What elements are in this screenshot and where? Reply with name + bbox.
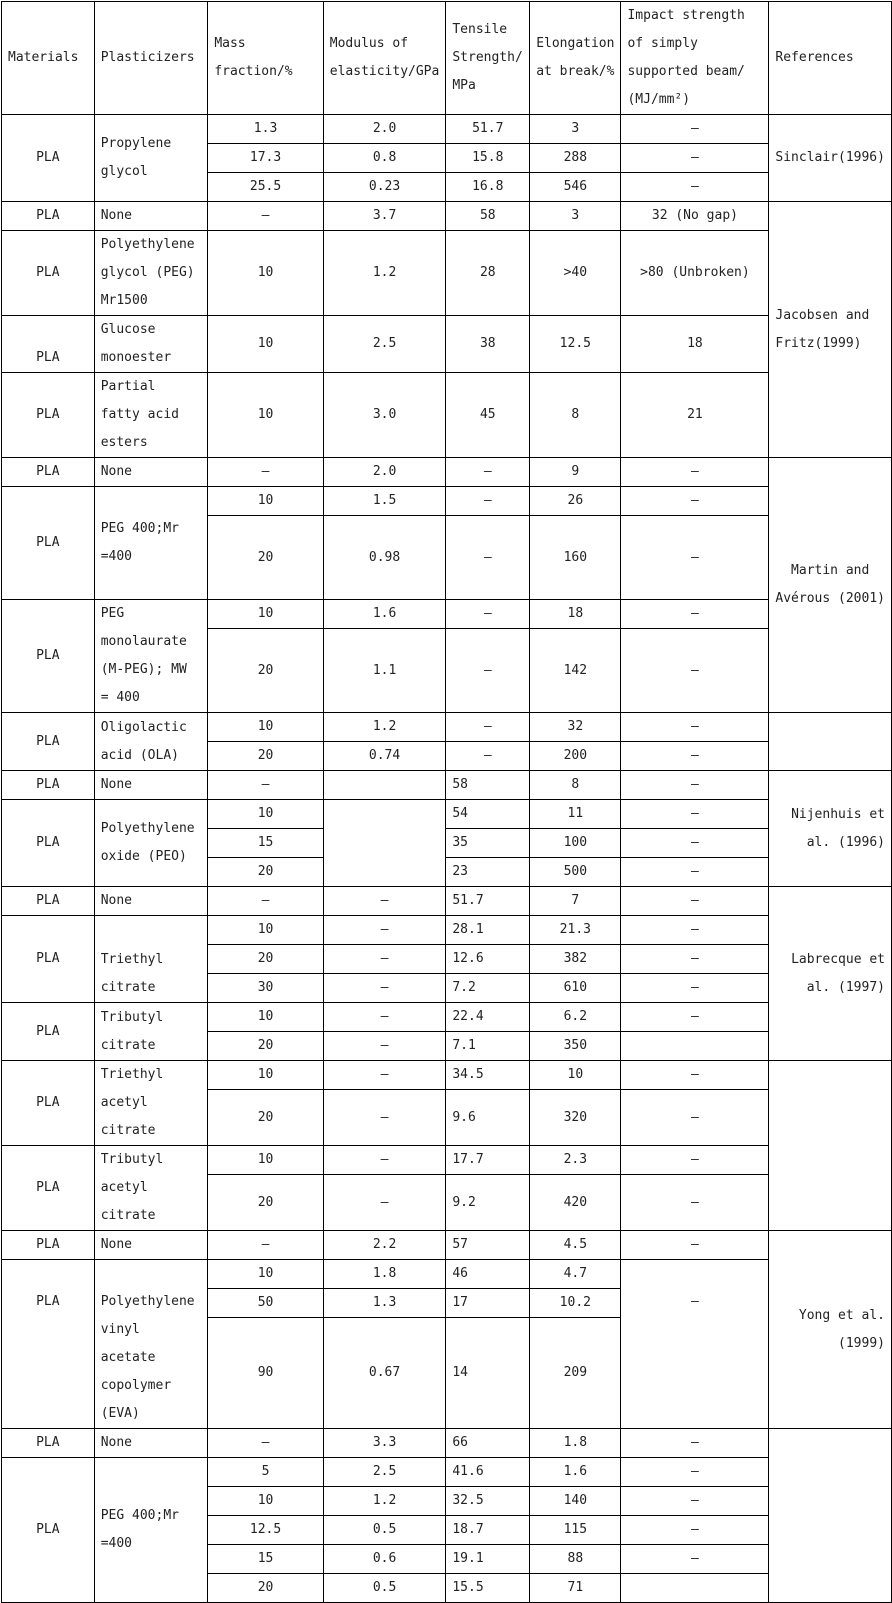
modulus-cell: 0.8 [323,144,446,173]
tensile-cell: 9.2 [446,1175,530,1231]
elongation-cell: 32 [530,713,621,742]
tensile-cell: 12.6 [446,945,530,974]
elongation-cell: 12.5 [530,316,621,373]
table-row [2,800,892,829]
reference-cell: Martin and Avérous (2001) [769,458,892,713]
reference-cell: Sinclair(1996) [769,115,892,202]
modulus-cell: 1.1 [323,629,446,713]
table-row [2,1458,892,1487]
table-row [2,458,892,487]
plasticizer-properties-table [1,1,892,1603]
impact-cell: — [621,771,769,800]
tensile-cell: 19.1 [446,1545,530,1574]
table-row [2,887,892,916]
elongation-cell: 4.5 [530,1231,621,1260]
material-cell: PLA [2,1231,95,1260]
mass-cell: 10 [208,600,323,629]
plasticizer-cell: None [94,202,208,231]
elongation-cell: 9 [530,458,621,487]
modulus-cell: 1.3 [323,1289,446,1318]
impact-cell: — [621,516,769,600]
mass-cell: 10 [208,316,323,373]
mass-cell: 17.3 [208,144,323,173]
elongation-cell: 500 [530,858,621,887]
material-cell: PLA [2,916,95,1003]
impact-cell: — [621,1458,769,1487]
mass-cell: 15 [208,829,323,858]
mass-cell: 10 [208,1061,323,1090]
material-cell: PLA [2,458,95,487]
plasticizer-cell: Polyethylene vinyl acetate copolymer (EVA) [94,1260,208,1429]
impact-cell: — [621,1516,769,1545]
mass-cell: 20 [208,1090,323,1146]
plasticizer-cell: None [94,458,208,487]
impact-cell: — [621,974,769,1003]
modulus-cell: 3.3 [323,1429,446,1458]
elongation-cell: 3 [530,202,621,231]
mass-cell: 20 [208,1175,323,1231]
elongation-cell: 288 [530,144,621,173]
modulus-cell: 0.98 [323,516,446,600]
elongation-cell: 10 [530,1061,621,1090]
reference-cell: Nijenhuis et al. (1996) [769,771,892,887]
elongation-cell: 100 [530,829,621,858]
plasticizer-cell: Partial fatty acid esters [94,373,208,458]
tensile-cell: — [446,516,530,600]
modulus-cell: 0.5 [323,1516,446,1545]
header-tensile: Tensile Strength/ MPa [446,2,530,115]
impact-cell: 21 [621,373,769,458]
plasticizer-cell: None [94,771,208,800]
impact-cell: — [621,1429,769,1458]
material-cell: PLA [2,1458,95,1603]
mass-cell: 20 [208,945,323,974]
modulus-cell: — [323,1032,446,1061]
material-cell: PLA [2,202,95,231]
table-row [2,1231,892,1260]
tensile-cell: 7.1 [446,1032,530,1061]
mass-cell: — [208,887,323,916]
impact-cell: — [621,1003,769,1032]
modulus-cell: 1.5 [323,487,446,516]
plasticizer-cell: PEG 400;Mr =400 [94,487,208,600]
material-cell: PLA [2,487,95,600]
mass-cell: 15 [208,1545,323,1574]
modulus-cell: 2.5 [323,1458,446,1487]
elongation-cell: 3 [530,115,621,144]
mass-cell: 20 [208,1032,323,1061]
mass-cell: 10 [208,1487,323,1516]
reference-cell: Yong et al. (1999) [769,1231,892,1429]
modulus-cell: — [323,887,446,916]
table-row [2,1146,892,1175]
elongation-cell: 142 [530,629,621,713]
mass-cell: 10 [208,800,323,829]
material-cell: PLA [2,600,95,713]
plasticizer-cell: Triethyl citrate [94,916,208,1003]
table-row [2,231,892,316]
tensile-cell: — [446,600,530,629]
plasticizer-cell: None [94,1231,208,1260]
table-row [2,1061,892,1090]
empty-reference-cell [769,1429,892,1603]
impact-cell: — [621,1146,769,1175]
table-row [2,115,892,144]
modulus-cell: 2.0 [323,115,446,144]
elongation-cell: 26 [530,487,621,516]
impact-cell: — [621,629,769,713]
impact-cell: >80 (Unbroken) [621,231,769,316]
header-plasticizers: Plasticizers [94,2,208,115]
modulus-cell: — [323,1061,446,1090]
elongation-cell: 209 [530,1318,621,1429]
material-cell: PLA [2,231,95,316]
mass-cell: — [208,458,323,487]
modulus-cell: 1.2 [323,1487,446,1516]
elongation-cell: 140 [530,1487,621,1516]
modulus-cell: 0.6 [323,1545,446,1574]
modulus-cell: 1.6 [323,600,446,629]
tensile-cell: 28.1 [446,916,530,945]
impact-cell: 32 (No gap) [621,202,769,231]
mass-cell: 50 [208,1289,323,1318]
plasticizer-cell: Propylene glycol [94,115,208,202]
modulus-cell: — [323,916,446,945]
header-row [2,2,892,115]
mass-cell: 90 [208,1318,323,1429]
tensile-cell: — [446,742,530,771]
plasticizer-cell: Polyethylene glycol (PEG) Mr1500 [94,231,208,316]
elongation-cell: 2.3 [530,1146,621,1175]
reference-cell: Labrecque et al. (1997) [769,887,892,1061]
plasticizer-cell: Glucose monoester [94,316,208,373]
modulus-cell: 2.0 [323,458,446,487]
elongation-cell: 546 [530,173,621,202]
modulus-cell: 2.2 [323,1231,446,1260]
impact-cell: — [621,1175,769,1231]
modulus-cell: 1.8 [323,1260,446,1289]
tensile-cell: — [446,487,530,516]
material-cell: PLA [2,1061,95,1146]
material-cell: PLA [2,1003,95,1061]
plasticizer-cell: None [94,887,208,916]
impact-cell: — [621,144,769,173]
elongation-cell: 11 [530,800,621,829]
table-row [2,1429,892,1458]
table-row [2,202,892,231]
tensile-cell: 46 [446,1260,530,1289]
impact-cell: — [621,858,769,887]
elongation-cell: 320 [530,1090,621,1146]
plasticizer-cell: PEG monolaurate (M-PEG); MW = 400 [94,600,208,713]
modulus-cell: 0.23 [323,173,446,202]
impact-cell: — [621,1231,769,1260]
tensile-cell: 15.8 [446,144,530,173]
table-row [2,1003,892,1032]
plasticizer-cell: Polyethylene oxide (PEO) [94,800,208,887]
mass-cell: 10 [208,1146,323,1175]
impact-cell: — [621,800,769,829]
impact-cell: — [621,742,769,771]
tensile-cell: 57 [446,1231,530,1260]
tensile-cell: 7.2 [446,974,530,1003]
impact-cell: — [621,829,769,858]
tensile-cell: 16.8 [446,173,530,202]
tensile-cell: 18.7 [446,1516,530,1545]
elongation-cell: >40 [530,231,621,316]
tensile-cell: 45 [446,373,530,458]
elongation-cell: 6.2 [530,1003,621,1032]
elongation-cell: 610 [530,974,621,1003]
mass-cell: 20 [208,516,323,600]
mass-cell: 10 [208,487,323,516]
mass-cell: 20 [208,1574,323,1603]
impact-cell: — [621,115,769,144]
impact-cell: — [621,1487,769,1516]
plasticizer-cell: Oligolactic acid (OLA) [94,713,208,771]
tensile-cell: 54 [446,800,530,829]
mass-cell: 10 [208,916,323,945]
elongation-cell: 8 [530,373,621,458]
impact-cell: 18 [621,316,769,373]
header-references: References [769,2,892,115]
table-row [2,316,892,373]
elongation-cell: 71 [530,1574,621,1603]
modulus-cell: 3.0 [323,373,446,458]
modulus-cell: 0.67 [323,1318,446,1429]
impact-cell: — [621,173,769,202]
material-cell: PLA [2,771,95,800]
impact-cell: — [621,916,769,945]
elongation-cell: 382 [530,945,621,974]
tensile-cell: 17.7 [446,1146,530,1175]
material-cell: PLA [2,1429,95,1458]
tensile-cell: — [446,713,530,742]
material-cell: PLA [2,713,95,771]
tensile-cell: 58 [446,771,530,800]
material-cell: PLA [2,316,95,373]
tensile-cell: 14 [446,1318,530,1429]
reference-cell: Jacobsen and Fritz(1999) [769,202,892,458]
plasticizer-cell: PEG 400;Mr =400 [94,1458,208,1603]
impact-cell: — [621,1090,769,1146]
material-cell: PLA [2,373,95,458]
empty-reference-cell [769,713,892,771]
mass-cell: 10 [208,713,323,742]
table-row [2,771,892,800]
mass-cell: 10 [208,373,323,458]
elongation-cell: 18 [530,600,621,629]
tensile-cell: 23 [446,858,530,887]
mass-cell: — [208,771,323,800]
modulus-cell [323,771,446,800]
modulus-cell: — [323,945,446,974]
mass-cell: 30 [208,974,323,1003]
impact-cell [621,1032,769,1061]
modulus-cell: — [323,1146,446,1175]
mass-cell: — [208,202,323,231]
mass-cell: 25.5 [208,173,323,202]
tensile-cell: 35 [446,829,530,858]
impact-cell: — [621,713,769,742]
mass-cell: 10 [208,231,323,316]
modulus-cell: 3.7 [323,202,446,231]
mass-cell: 20 [208,858,323,887]
material-cell: PLA [2,115,95,202]
table-row [2,487,892,516]
plasticizer-cell: None [94,1429,208,1458]
mass-cell: 10 [208,1003,323,1032]
elongation-cell: 1.8 [530,1429,621,1458]
modulus-cell: 0.5 [323,1574,446,1603]
tensile-cell: — [446,629,530,713]
elongation-cell: 7 [530,887,621,916]
empty-reference-cell [769,1061,892,1231]
tensile-cell: 66 [446,1429,530,1458]
impact-cell: — [621,1545,769,1574]
table-row [2,713,892,742]
tensile-cell: 28 [446,231,530,316]
elongation-cell: 350 [530,1032,621,1061]
tensile-cell: — [446,458,530,487]
header-materials: Materials [2,2,95,115]
impact-cell: — [621,600,769,629]
modulus-cell: — [323,1003,446,1032]
mass-cell: 10 [208,1260,323,1289]
tensile-cell: 17 [446,1289,530,1318]
elongation-cell: 8 [530,771,621,800]
impact-cell [621,1574,769,1603]
header-modulus: Modulus of elasticity/GPa [323,2,446,115]
tensile-cell: 38 [446,316,530,373]
modulus-cell: 2.5 [323,316,446,373]
mass-cell: 1.3 [208,115,323,144]
header-elongation: Elongation at break/% [530,2,621,115]
impact-cell: — [621,1260,769,1429]
elongation-cell: 4.7 [530,1260,621,1289]
elongation-cell: 21.3 [530,916,621,945]
tensile-cell: 15.5 [446,1574,530,1603]
elongation-cell: 420 [530,1175,621,1231]
mass-cell: 5 [208,1458,323,1487]
table-row [2,373,892,458]
mass-cell: — [208,1429,323,1458]
header-mass-fraction: Mass fraction/% [208,2,323,115]
tensile-cell: 32.5 [446,1487,530,1516]
tensile-cell: 58 [446,202,530,231]
tensile-cell: 51.7 [446,887,530,916]
impact-cell: — [621,887,769,916]
empty-modulus-cell [323,800,446,887]
elongation-cell: 1.6 [530,1458,621,1487]
modulus-cell: — [323,1090,446,1146]
impact-cell: — [621,458,769,487]
tensile-cell: 9.6 [446,1090,530,1146]
modulus-cell: — [323,974,446,1003]
elongation-cell: 88 [530,1545,621,1574]
material-cell: PLA [2,1260,95,1429]
mass-cell: — [208,1231,323,1260]
table-row [2,600,892,629]
tensile-cell: 34.5 [446,1061,530,1090]
mass-cell: 12.5 [208,1516,323,1545]
tensile-cell: 41.6 [446,1458,530,1487]
modulus-cell: — [323,1175,446,1231]
table-row [2,1260,892,1289]
material-cell: PLA [2,887,95,916]
tensile-cell: 51.7 [446,115,530,144]
mass-cell: 20 [208,629,323,713]
elongation-cell: 160 [530,516,621,600]
modulus-cell: 1.2 [323,231,446,316]
plasticizer-cell: Triethyl acetyl citrate [94,1061,208,1146]
impact-cell: — [621,1061,769,1090]
impact-cell: — [621,945,769,974]
header-impact: Impact strength of simply supported beam/ (MJ/mm²) [621,2,769,115]
modulus-cell: 1.2 [323,713,446,742]
impact-cell: — [621,487,769,516]
plasticizer-cell: Tributyl citrate [94,1003,208,1061]
mass-cell: 20 [208,742,323,771]
elongation-cell: 115 [530,1516,621,1545]
plasticizer-cell: Tributyl acetyl citrate [94,1146,208,1231]
elongation-cell: 10.2 [530,1289,621,1318]
table-row [2,916,892,945]
material-cell: PLA [2,800,95,887]
tensile-cell: 22.4 [446,1003,530,1032]
elongation-cell: 200 [530,742,621,771]
material-cell: PLA [2,1146,95,1231]
modulus-cell: 0.74 [323,742,446,771]
